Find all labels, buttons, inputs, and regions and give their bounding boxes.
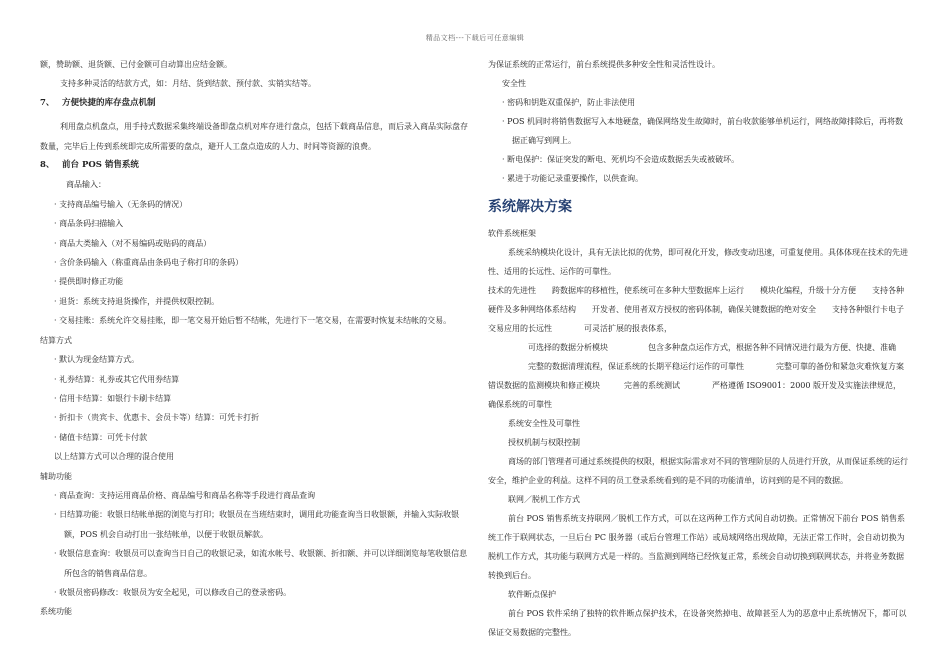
list-item: · 收银员密码修改：收银员为安全起见，可以修改自己的登录密码。 xyxy=(54,587,292,597)
section-title: 系统解决方案 xyxy=(488,199,572,215)
paragraph: 前台 POS 软件采纳了独特的软件断点保护技术，在设备突然掉电、故障甚至人为的恶意中止系统情况下，都可以保证交易数据的完整性。 xyxy=(488,609,907,637)
left-column xyxy=(40,55,470,622)
section-title: 方便快捷的库存盘点机制 xyxy=(62,97,156,108)
section-heading-8 xyxy=(40,156,470,175)
list-item: · 支持商品编号输入（无条码的情况） xyxy=(54,199,188,209)
list-item: · POS 机同时将销售数据写入本地硬盘，确保网络发生故障时，前台收款能够单机运行，网络故障排除后，再将数据正确写到网上。 xyxy=(502,117,904,145)
text-line: 额，赞助额、退货额、已付金额可自动算出应结金额。 xyxy=(40,60,232,69)
list-item: · 断电保护：保证突发的断电、死机均不会造成数据丢失或被破坏。 xyxy=(502,155,740,164)
list-item: · 交易挂账：系统允许交易挂账，即一笔交易开始后暂不结帐，先进行下一笔交易，在需要时恢复未结帐的交易。 xyxy=(54,316,452,326)
list-item: · 商品大类输入（对不易编码或贴码的商品） xyxy=(54,238,212,248)
paragraph: 利用盘点机盘点，用手持式数据采集终端设备即盘点机对库存进行盘点，包括下载商品信息，而后录入商品实际盘存数量，完毕后上传到系统即完成所需要的盘点，避开人工盘点造成的人力、时间等资源的浪费。 xyxy=(40,122,468,151)
paragraph: 系统采纳模块化设计，具有无法比拟的优势，即可视化开发，修改变动迅速，可重复使用。具体体现在技术的先进性、适用的长远性、运作的可靠性。 xyxy=(488,248,908,276)
subheading: 系统安全性及可靠性 xyxy=(508,419,580,428)
subheading: 联网／脱机工作方式 xyxy=(508,495,580,504)
list-item: · 收银信息查询：收银员可以查询当日自己的收银记录，如流水帐号、收银额、折扣额、并可以详细浏览每笔收银信息所包含的销售商品信息。 xyxy=(54,549,468,578)
list-item: · 累进于功能记录重要操作，以供查询。 xyxy=(502,174,644,183)
section-number: 8、 xyxy=(40,160,55,171)
page-header: 精品文档---下载后可任意编辑 xyxy=(425,34,525,42)
list-item: · 提供即时修正功能 xyxy=(54,277,124,287)
subheading: 软件断点保护 xyxy=(508,590,556,599)
subheading: 软件系统框架 xyxy=(488,229,536,238)
paragraph: 前台 POS 销售系统支持联网／脱机工作方式，可以在这两种工作方式间自动切换。正常情况下前台 POS 销售系统工作于联网状态，一旦后台 PC 服务器（或后台管理工作站）或局域网络出现故障，无法正常工作时，会自动切换为脱机工作方式，其功能与联网方式是一样的。当监测到网络已经恢复正常，系统会自动切换到联网状态，并将业务数据转换到后台。 xyxy=(488,514,906,580)
text-line: 以上结算方式可以合理的混合使用 xyxy=(54,452,174,462)
right-column xyxy=(488,55,928,642)
section-number: 7、 xyxy=(40,97,55,108)
list-item: · 退货：系统支持退货操作，并提供权限控制。 xyxy=(54,296,220,306)
subheading: 结算方式 xyxy=(40,335,72,345)
subheading: 系统功能 xyxy=(40,607,72,617)
list-item: · 日结算功能：收银日结帐单据的浏览与打印；收银员在当班结束时，调用此功能查询当日收银额，并输入实际收银额，POS 机会自动打出一张结帐单，以便于收银员解款。 xyxy=(54,510,460,539)
list-item: · 商品查询：支持运用商品价格、商品编号和商品名称等手段进行商品查询 xyxy=(54,490,316,500)
paragraph: 商场的部门管理者可通过系统提供的权限，根据实际需求对不同的管理阶层的人员进行开放，从而保证系统的运行安全，维护企业的利益。这样不同的员工登录系统看到的是不同的功能清单，访问到的是不同的数据。 xyxy=(488,457,908,485)
subheading: 安全性 xyxy=(502,79,526,88)
list-item: · 默认为现金结算方式。 xyxy=(54,355,140,365)
list-item: · 信用卡结算：如银行卡刷卡结算 xyxy=(54,393,172,403)
list-item: · 含价条码输入（称重商品由条码电子称打印的条码） xyxy=(54,258,244,268)
text-line: 支持多种灵活的结款方式，如：月结、货到结款、预付款、实销实结等。 xyxy=(60,79,316,89)
section-title: 前台 POS 销售系统 xyxy=(62,160,139,171)
subheading: 商品输入： xyxy=(66,180,106,190)
list-item: · 商品条码扫描输入 xyxy=(54,219,124,229)
list-item: · 密码和钥匙双重保护，防止非法使用 xyxy=(502,98,636,107)
subheading: 授权机制与权限控制 xyxy=(508,438,580,447)
section-heading-7 xyxy=(40,94,470,113)
list-item: · 储值卡结算：可凭卡付款 xyxy=(54,432,148,442)
paragraph: 可选择的数据分析模块 包含多种盘点运作方式，根据各种不同情况进行最为方便、快捷、准确 xyxy=(528,343,896,352)
paragraph: 技术的先进性 跨数据库的移植性，使系统可在多种大型数据库上运行 模块化编程，升级十分方便 支持各种硬件及多种网络体系结构 开发者、使用者双方授权的密码体制，确保关键数据的绝对安全 支持各种银行卡电子交易应用的长远性 可灵活扩展的报表体系， xyxy=(488,286,904,333)
list-item: · 礼券结算：礼券或其它代用券结算 xyxy=(54,374,180,384)
list-item: · 折扣卡（贵宾卡、优惠卡、会员卡等）结算：可凭卡打折 xyxy=(54,413,260,423)
subheading: 辅助功能 xyxy=(40,471,72,481)
text-line: 为保证系统的正常运行，前台系统提供多种安全性和灵活性设计。 xyxy=(488,60,720,69)
paragraph: 完整的数据清理流程，保证系统的长期平稳运行运作的可靠性 完整可靠的备份和紧急灾难恢复方案 错误数据的监测模块和修正模块 完善的系统测试 严格遵循 ISO9001：2000 版开发及实施法律规范，确保系统的可靠性 xyxy=(488,362,928,409)
